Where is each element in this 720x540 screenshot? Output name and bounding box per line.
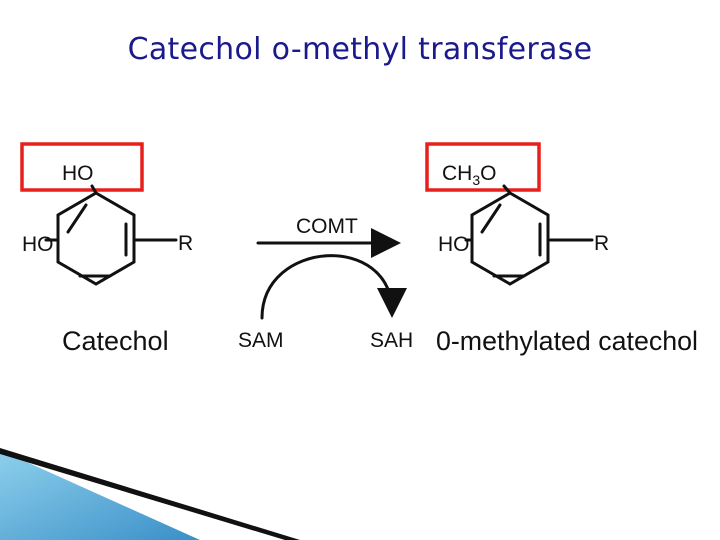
product-structure: [427, 144, 698, 356]
enzyme-label: COMT: [296, 215, 358, 238]
cofactor-curved-arrow: [262, 256, 392, 318]
product-top-subscript: 3: [472, 172, 481, 188]
slide-title: Catechol o-methyl transferase: [127, 32, 593, 67]
catechol-top-bond: [92, 186, 96, 193]
catechol-ring: [58, 193, 134, 284]
product-top-end: O: [480, 162, 497, 185]
product-right-substituent: R: [594, 232, 610, 255]
product-left-substituent: HO: [438, 233, 470, 256]
product-top-substituent: [442, 162, 496, 188]
catechol-caption: Catechol: [62, 326, 169, 356]
corner-blue-wedge: [0, 450, 200, 540]
product-top-main: CH: [442, 162, 473, 185]
catechol-top-substituent: HO: [62, 162, 94, 185]
catechol-structure: [22, 144, 193, 356]
corner-decoration: [0, 440, 300, 540]
product-caption: 0-methylated catechol: [436, 326, 698, 356]
sah-label: SAH: [370, 329, 414, 352]
catechol-left-substituent: HO: [22, 233, 54, 256]
product-ring: [472, 193, 548, 284]
sam-label: SAM: [238, 329, 284, 352]
reaction-arrows: [238, 215, 413, 352]
catechol-right-substituent: R: [178, 232, 194, 255]
